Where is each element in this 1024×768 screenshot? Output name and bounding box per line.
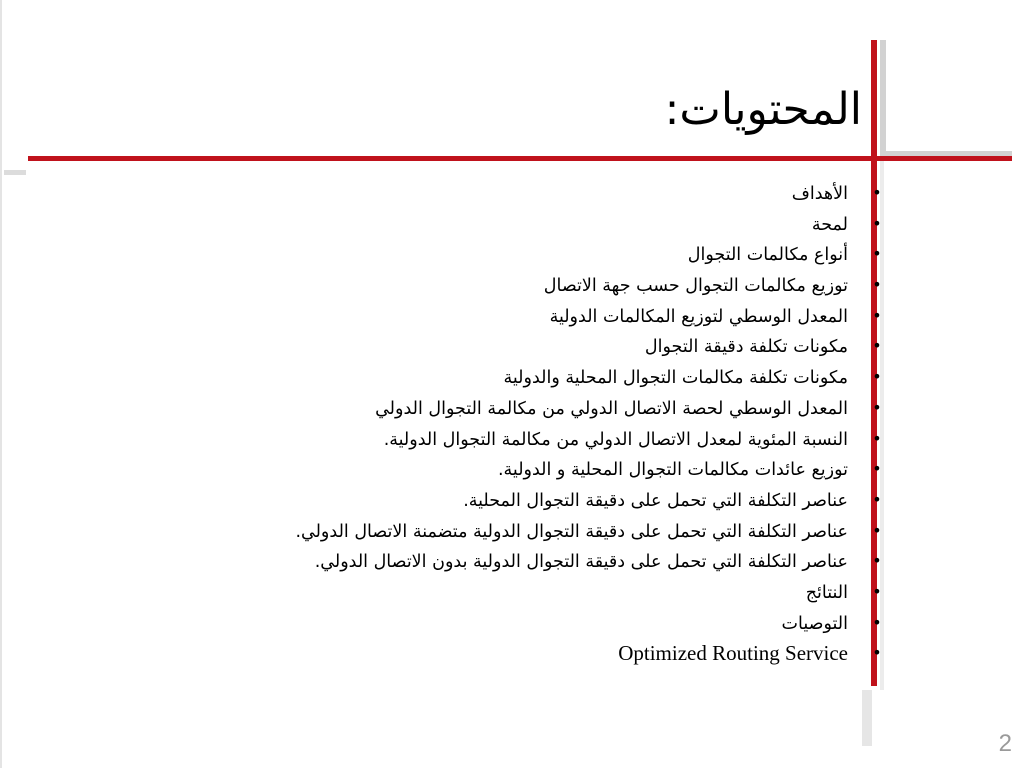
bullet-icon: • [872,520,882,540]
list-item [168,516,882,547]
list-item-text: لمحة [811,214,848,235]
bullet-icon: • [872,489,882,509]
slide-frame-edge [0,0,2,768]
list-item-text: أنواع مكالمات التجوال [687,245,848,266]
list-item [168,485,882,516]
list-item-text: النسبة المئوية لمعدل الاتصال الدولي من مكالمة التجوال الدولية. [383,429,848,450]
list-item-text: التوصيات [781,613,848,634]
list-item [168,608,882,639]
list-item [168,209,882,240]
contents-list [168,178,882,669]
bullet-icon: • [872,183,882,202]
list-item [168,638,882,669]
decor-gray-vertical-top [880,40,886,156]
list-item [168,301,882,332]
list-item [168,331,882,362]
bullet-icon: • [872,305,882,325]
bullet-icon: • [872,612,882,632]
list-item-text: المعدل الوسطي لتوزيع المكالمات الدولية [549,306,848,327]
list-item-text: توزيع عائدات مكالمات التجوال المحلية و الدولية. [497,460,848,481]
list-item [168,362,882,393]
bullet-icon: • [872,551,882,571]
bullet-icon: • [872,275,882,295]
page-number: 2 [998,730,1012,757]
list-item-text: النتائج [805,582,848,603]
bullet-icon: • [872,643,882,663]
slide-title: المحتويات: [664,84,862,135]
list-item-text: مكونات تكلفة مكالمات التجوال المحلية والدولية [503,368,848,389]
list-item [168,270,882,301]
bullet-icon: • [872,367,882,387]
list-item [168,546,882,577]
decor-red-horizontal-line [28,156,1012,161]
list-item-text: عناصر التكلفة التي تحمل على دقيقة التجوال الدولية بدون الاتصال الدولي. [314,552,848,573]
list-item [168,239,882,270]
list-item-text: الأهداف [791,184,848,204]
list-item [168,454,882,485]
list-item-text: مكونات تكلفة دقيقة التجوال [644,337,848,358]
list-item [168,577,882,608]
list-item-text: عناصر التكلفة التي تحمل على دقيقة التجوال الدولية متضمنة الاتصال الدولي. [295,521,848,542]
bullet-icon: • [872,397,882,417]
list-item-text: المعدل الوسطي لحصة الاتصال الدولي من مكالمة التجوال الدولي [375,398,848,419]
list-item-text: عناصر التكلفة التي تحمل على دقيقة التجوال المحلية. [463,490,848,511]
list-item [168,424,882,455]
decor-gray-vertical-bottom [862,690,872,746]
list-item [168,393,882,424]
bullet-icon: • [872,581,882,601]
decor-gray-horizontal-left [4,170,26,175]
list-item [168,178,882,209]
bullet-icon: • [872,213,882,233]
bullet-icon: • [872,459,882,479]
bullet-icon: • [872,336,882,356]
bullet-icon: • [872,428,882,448]
bullet-icon: • [872,244,882,264]
list-item-text: توزيع مكالمات التجوال حسب جهة الاتصال [543,276,848,297]
list-item-text: Optimized Routing Service [618,641,848,666]
